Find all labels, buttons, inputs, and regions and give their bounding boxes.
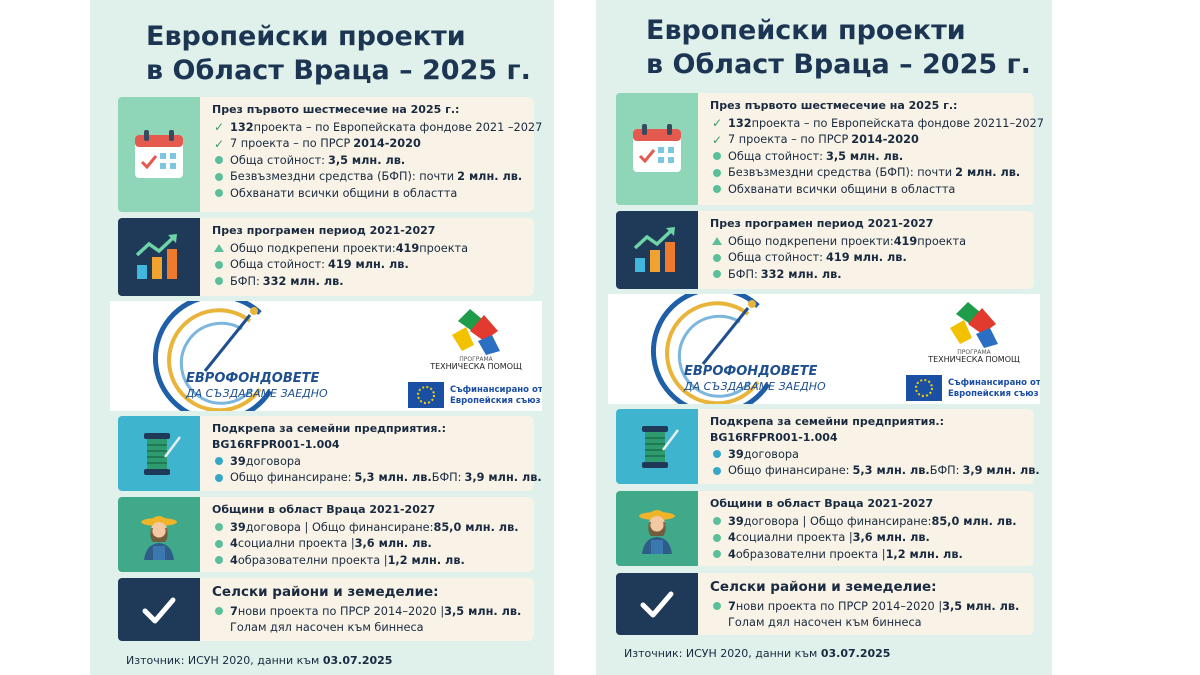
title-line-1: Европейски проекти (646, 15, 966, 46)
check-icon: ✓ (213, 136, 225, 151)
check-icon: ✓ (711, 116, 723, 131)
section-heading: През програмен период 2021-2027 (212, 224, 436, 237)
list-item: Общо финансиране: 5,3 млн. лв. БФП: 3,9 млн. лв. (710, 463, 1028, 480)
eurofunds-logo (110, 301, 542, 411)
bullet-dot-icon (215, 556, 223, 564)
section-municipalities (118, 497, 534, 572)
eurofunds-slogan: ДА СЪЗДАВАМЕ ЗАЕДНО (684, 380, 826, 393)
section-heading: През първото шестмесечие на 2025 г.: (212, 103, 460, 116)
list-item: Безвъзмездни средства (БФП): почти 2 млн. лв. (710, 165, 1028, 182)
list-item: ✓ 132 проекта – по Европейската фондове 2021 –2027 (213, 120, 543, 135)
calendar-check-icon (628, 120, 686, 178)
list-item: 4 образователни проекта | 1,2 млн. лв. (212, 552, 528, 569)
section-heading: Общини в област Враца 2021-2027 (212, 503, 436, 516)
checkmark-tile (118, 578, 200, 641)
rural-areas-content (710, 579, 1028, 631)
spool-tile (118, 416, 200, 491)
programme-name: ТЕХНИЧЕСКА ПОМОЩ (928, 355, 1020, 364)
procedure-code: BG16RFPR001-1.004 (710, 431, 838, 444)
municipalities-content (710, 497, 1028, 563)
eu-cofunded-line2: Европейския съюз (948, 389, 1039, 399)
list-item: 7 нови проекта по ПРСР 2014–2020 | 3,5 млн. лв. (710, 598, 1028, 615)
bullet-dot-icon (215, 156, 223, 164)
bullet-dot-icon (713, 467, 721, 475)
logo-strip (110, 301, 542, 411)
title-line-2: в Област Враца – 2025 г. (646, 49, 1031, 80)
farmer-icon (132, 508, 186, 562)
eurofunds-logo (608, 294, 1040, 404)
thread-spool-icon (630, 420, 684, 474)
bullet-dot-icon (215, 474, 223, 482)
list-item: Безвъзмездни средства (БФП): почти 2 млн. лв. (212, 169, 528, 186)
calendar-tile (616, 93, 698, 205)
thread-spool-icon (132, 427, 186, 481)
programme-small-label: ПРОГРАМА (459, 356, 493, 363)
list-item: Обща стойност: 3,5 млн. лв. (212, 152, 528, 169)
triangle-icon (214, 244, 224, 252)
bullet-dot-icon (713, 185, 721, 193)
eurofunds-text: ЕВРОФОНДОВЕТЕ (186, 371, 320, 386)
family-business-content (710, 415, 1040, 479)
list-item: Общо финансиране: 5,3 млн. лв. БФП: 3,9 млн. лв. (212, 470, 528, 487)
bullet-dot-icon (215, 607, 223, 615)
section-heading: Подкрепа за семейни предприятия.: (212, 422, 447, 435)
bullet-dot-icon (215, 261, 223, 269)
bullet-dot-icon (713, 550, 721, 558)
source-note: Източник: ИСУН 2020, данни към 03.07.2025 (624, 647, 891, 660)
bullet-dot-icon (713, 254, 721, 262)
list-item: Голам дял насочен към биннеса (728, 616, 922, 630)
bullet-dot-icon (215, 173, 223, 181)
title-line-2: в Област Враца – 2025 г. (146, 55, 531, 86)
list-item: ✓ 7 проекта – по ПРСР 2014-2020 (711, 132, 919, 147)
section-municipalities (616, 491, 1034, 566)
section-heading: През първото шестмесечие на 2025 г.: (710, 99, 958, 112)
checkmark-icon (139, 590, 179, 630)
municipalities-content (212, 503, 528, 569)
eurofunds-text: ЕВРОФОНДОВЕТЕ (684, 364, 818, 379)
triangle-icon (712, 237, 722, 245)
list-item: 4 социални проекта | 3,6 млн. лв. (212, 536, 528, 553)
chart-tile (616, 211, 698, 289)
bullet-dot-icon (713, 450, 721, 458)
list-item: Обща стойност: 419 млн. лв. (212, 257, 528, 274)
bullet-dot-icon (713, 534, 721, 542)
check-icon: ✓ (711, 132, 723, 147)
chart-tile (118, 218, 200, 296)
eurofunds-slogan: ДА СЪЗДАВАМЕ ЗАЕДНО (186, 387, 328, 400)
family-business-content (212, 422, 542, 486)
list-item: БФП: 332 млн. лв. (710, 266, 1028, 283)
source-note: Източник: ИСУН 2020, данни към 03.07.2025 (126, 654, 393, 667)
spool-tile (616, 409, 698, 484)
farmer-tile (616, 491, 698, 566)
list-item: 39 договора (212, 453, 528, 470)
eu-cofunded-line1: Съфинансирано от (450, 385, 542, 395)
programme-name: ТЕХНИЧЕСКА ПОМОЩ (430, 362, 522, 371)
bullet-dot-icon (215, 189, 223, 197)
section-heading: Селски райони и земеделие: (212, 584, 439, 600)
section-first-half (616, 93, 1044, 205)
infographic-left (90, 0, 554, 675)
list-item: Обхванати всички общини в областта (710, 181, 1028, 198)
list-item: 39 договора (710, 446, 1028, 463)
list-item: Обща стойност: 419 млн. лв. (710, 250, 1028, 267)
list-item: Обща стойност: 3,5 млн. лв. (710, 148, 1028, 165)
bullet-dot-icon (713, 152, 721, 160)
list-item: 7 нови проекта по ПРСР 2014–2020 | 3,5 млн. лв. (212, 603, 528, 620)
title-line-1: Европейски проекти (146, 21, 466, 52)
farmer-icon (630, 502, 684, 556)
page-title (146, 20, 531, 88)
bullet-dot-icon (215, 277, 223, 285)
procedure-code: BG16RFPR001-1.004 (212, 438, 340, 451)
section-family-business (616, 409, 1040, 484)
list-item: Общо подкрепени проекти: 419 проекта (212, 240, 528, 257)
section-programme-period (616, 211, 1034, 289)
bullet-dot-icon (215, 523, 223, 531)
list-item: Общо подкрепени проекти: 419 проекта (710, 233, 1028, 250)
growth-chart-icon (629, 222, 685, 278)
check-icon: ✓ (213, 120, 225, 135)
bullet-dot-icon (713, 517, 721, 525)
list-item: ✓ 132 проекта – по Европейската фондове 20211–2027 (711, 116, 1044, 131)
calendar-check-icon (130, 126, 188, 184)
list-item: БФП: 332 млн. лв. (212, 273, 528, 290)
eu-cofunded-line1: Съфинансирано от (948, 378, 1040, 388)
growth-chart-icon (131, 229, 187, 285)
bullet-dot-icon (713, 270, 721, 278)
programme-period-content (212, 224, 528, 290)
rural-areas-content (212, 584, 528, 636)
bullet-dot-icon (215, 457, 223, 465)
list-item: Голам дял насочен към биннеса (230, 621, 424, 635)
section-heading: Подкрепа за семейни предприятия.: (710, 415, 945, 428)
section-heading: През програмен период 2021-2027 (710, 217, 934, 230)
page-title (646, 14, 1031, 82)
logo-strip (608, 294, 1040, 404)
section-rural-areas (118, 578, 534, 641)
bullet-dot-icon (713, 169, 721, 177)
section-programme-period (118, 218, 534, 296)
bullet-dot-icon (215, 540, 223, 548)
list-item: 39 договора | Общо финансиране: 85,0 млн. лв. (710, 513, 1028, 530)
list-item: 4 образователни проекта | 1,2 млн. лв. (710, 546, 1028, 563)
section-first-half (118, 97, 543, 212)
programme-period-content (710, 217, 1028, 283)
calendar-tile (118, 97, 200, 212)
infographic-right (596, 0, 1052, 675)
programme-small-label: ПРОГРАМА (957, 349, 991, 356)
section-heading: Общини в област Враца 2021-2027 (710, 497, 934, 510)
list-item: 39 договора | Общо финансиране: 85,0 млн. лв. (212, 519, 528, 536)
first-half-content (212, 103, 543, 202)
farmer-tile (118, 497, 200, 572)
eu-cofunded-line2: Европейския съюз (450, 396, 541, 406)
section-heading: Селски райони и земеделие: (710, 579, 937, 595)
section-family-business (118, 416, 542, 491)
checkmark-tile (616, 573, 698, 635)
bullet-dot-icon (713, 602, 721, 610)
first-half-content (710, 99, 1044, 198)
section-rural-areas (616, 573, 1034, 635)
list-item: 4 социални проекта | 3,6 млн. лв. (710, 530, 1028, 547)
list-item: Обхванати всички общини в областта (212, 185, 528, 202)
checkmark-icon (637, 584, 677, 624)
list-item: ✓ 7 проекта – по ПРСР 2014-2020 (213, 136, 421, 151)
